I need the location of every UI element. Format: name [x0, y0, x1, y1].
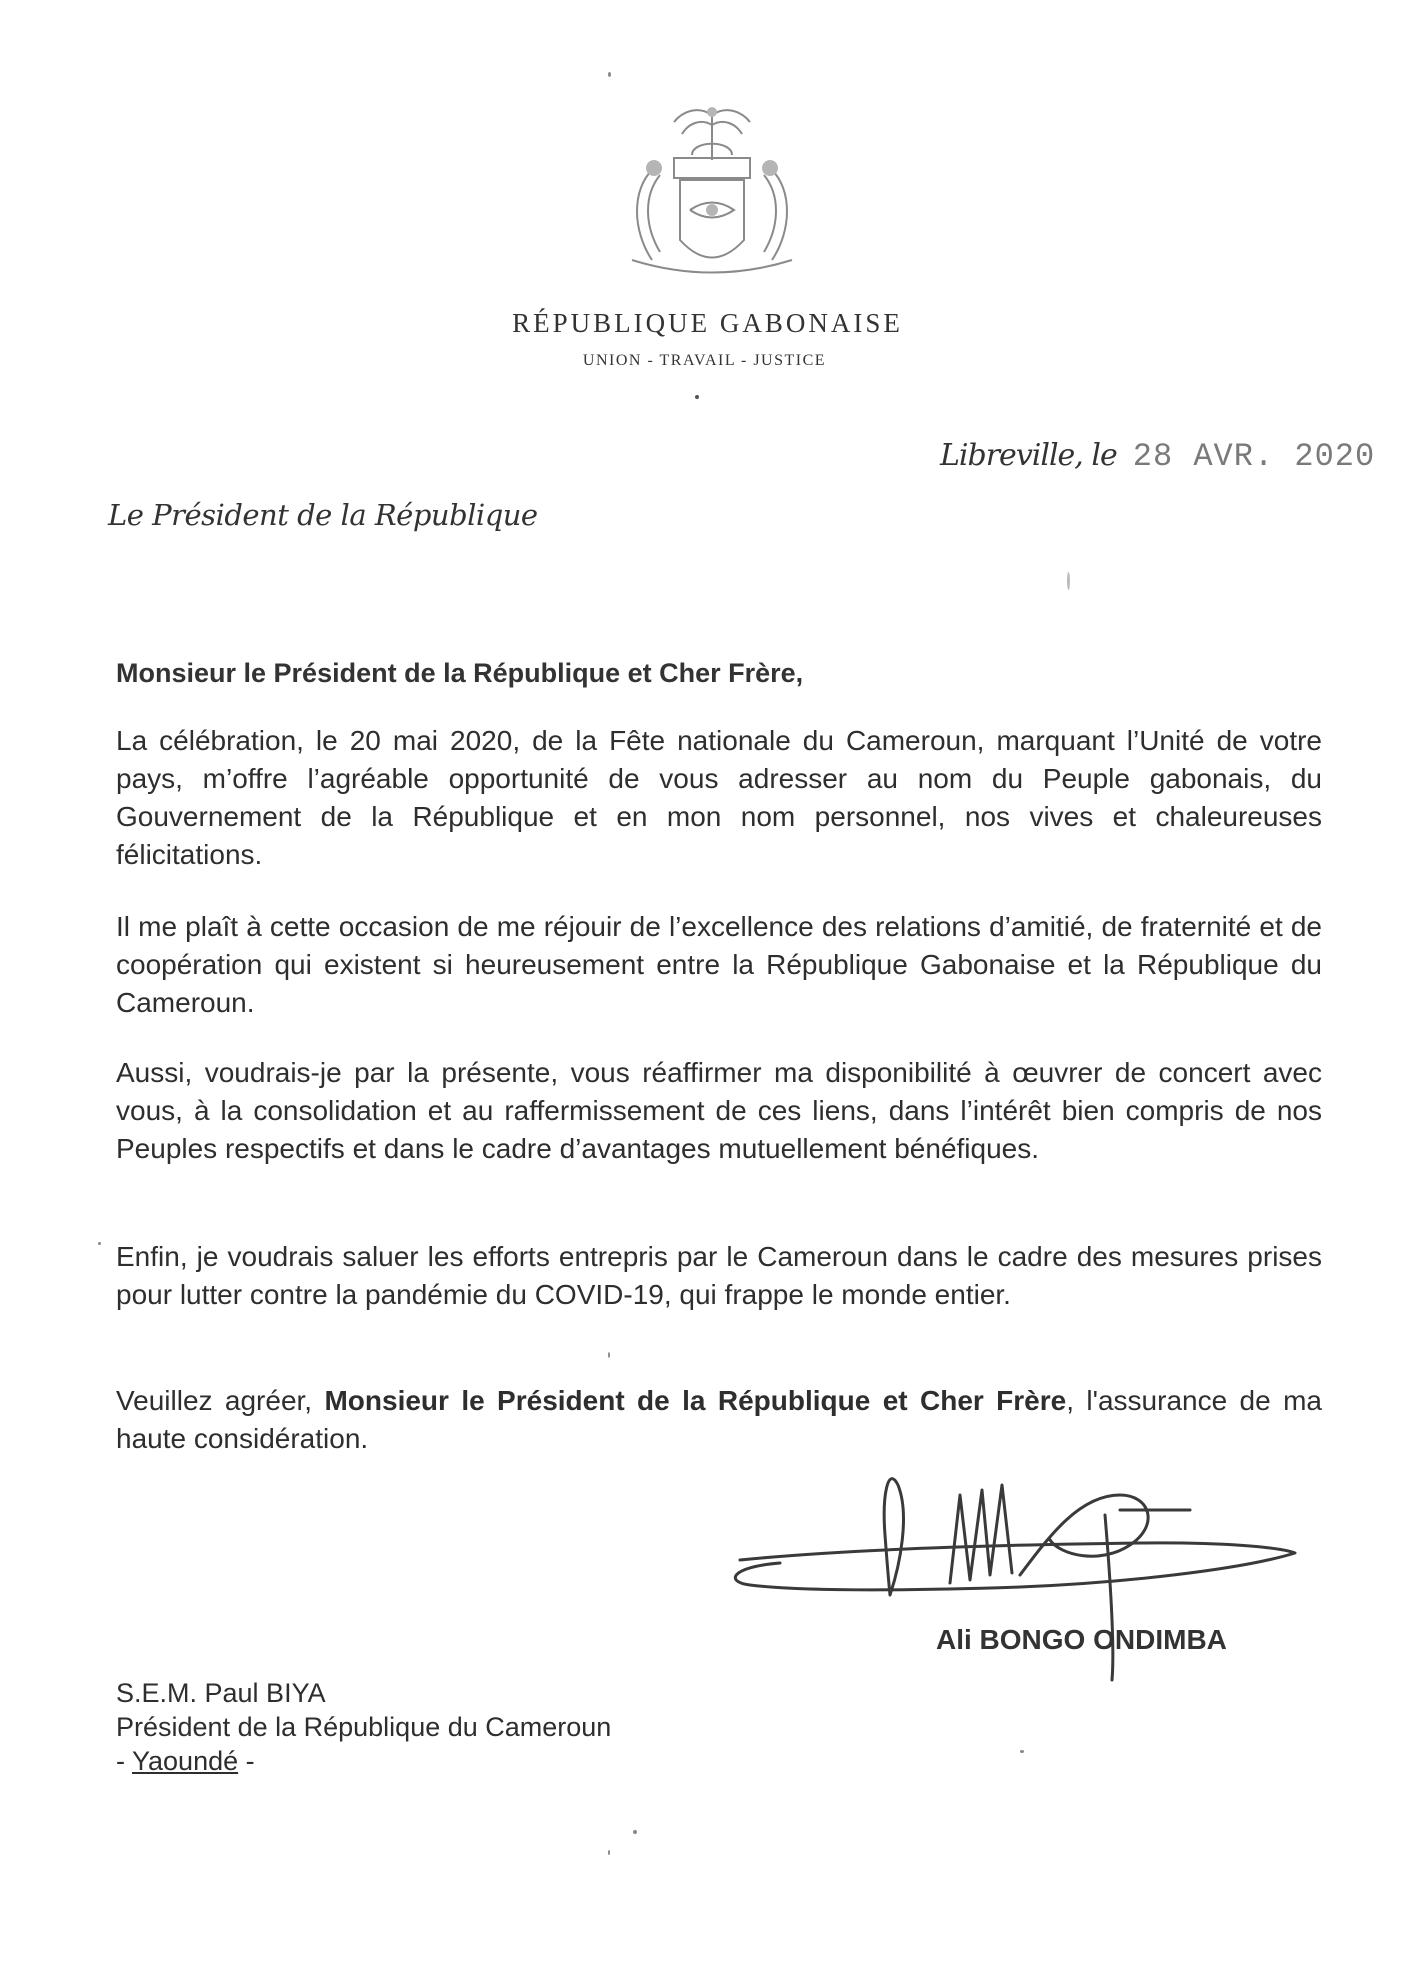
date-stamp: 28 AVR. 2020: [1132, 438, 1376, 475]
closing-bold: Monsieur le Président de la République et Cher Frère: [324, 1385, 1067, 1416]
paragraph-1: La célébration, le 20 mai 2020, de la Fête nationale du Cameroun, marquant l’Unité de votre pays, m’offre l’agréable opportunité de vous adresser au nom du Peuple gabonais, du Gouvernement de la République et en mon nom personnel, nos vives et chaleureuses félicitations.: [116, 725, 1322, 870]
addressee-block: [116, 1676, 611, 1778]
paragraph-2: Il me plaît à cette occasion de me réjouir de l’excellence des relations d’amitié, de fraternité et de coopération qui existent si heureusement entre la République Gabonaise et la République du Cameroun.: [116, 911, 1322, 1018]
addressee-city-line: [116, 1744, 611, 1778]
paragraph-3: Aussi, voudrais-je par la présente, vous réaffirmer ma disponibilité à œuvrer de concert avec vous, à la consolidation et au raffermissement de ces liens, dans l’intérêt bien compris de nos Peuples respectifs et dans le cadre d’avantages mutuellement bénéfiques.: [116, 1057, 1322, 1164]
scan-speck: [608, 1850, 610, 1855]
national-motto: UNION - TRAVAIL - JUSTICE: [582, 352, 827, 369]
scan-speck: [608, 72, 611, 77]
country-name: RÉPUBLIQUE GABONAISE: [512, 308, 903, 338]
closing-paragraph: [116, 1382, 1322, 1458]
date-line: [940, 438, 1375, 488]
closing-end: , l'assurance de ma haute considération.: [116, 1385, 1322, 1454]
addressee-city: Yaoundé: [132, 1746, 239, 1776]
handwritten-signature-icon: [720, 1455, 1300, 1715]
addressee-name: S.E.M. Paul BIYA: [116, 1678, 326, 1708]
closing-start: Veuillez agréer,: [116, 1385, 325, 1416]
scan-speck: [608, 1352, 610, 1358]
signatory-title: Le Président de la République: [108, 498, 538, 532]
scan-speck: [1067, 572, 1070, 590]
salutation: Monsieur le Président de la République et Cher Frère,: [116, 658, 804, 688]
date-place: Libreville, le: [940, 438, 1117, 473]
scan-speck: [98, 1242, 101, 1245]
header-dot: [695, 395, 699, 399]
signer-name: Ali BONGO ONDIMBA: [936, 1624, 1227, 1655]
city-suffix: -: [238, 1746, 255, 1776]
addressee-title: Président de la République du Cameroun: [116, 1712, 612, 1742]
city-prefix: -: [116, 1746, 133, 1776]
scan-speck: [1020, 1750, 1024, 1753]
paragraph-4: Enfin, je voudrais saluer les efforts entrepris par le Cameroun dans le cadre des mesures prises pour lutter contre la pandémie du COVID-19, qui frappe le monde entier.: [116, 1241, 1322, 1310]
scan-speck: [633, 1830, 637, 1834]
gabon-coat-of-arms-icon: [612, 100, 812, 290]
